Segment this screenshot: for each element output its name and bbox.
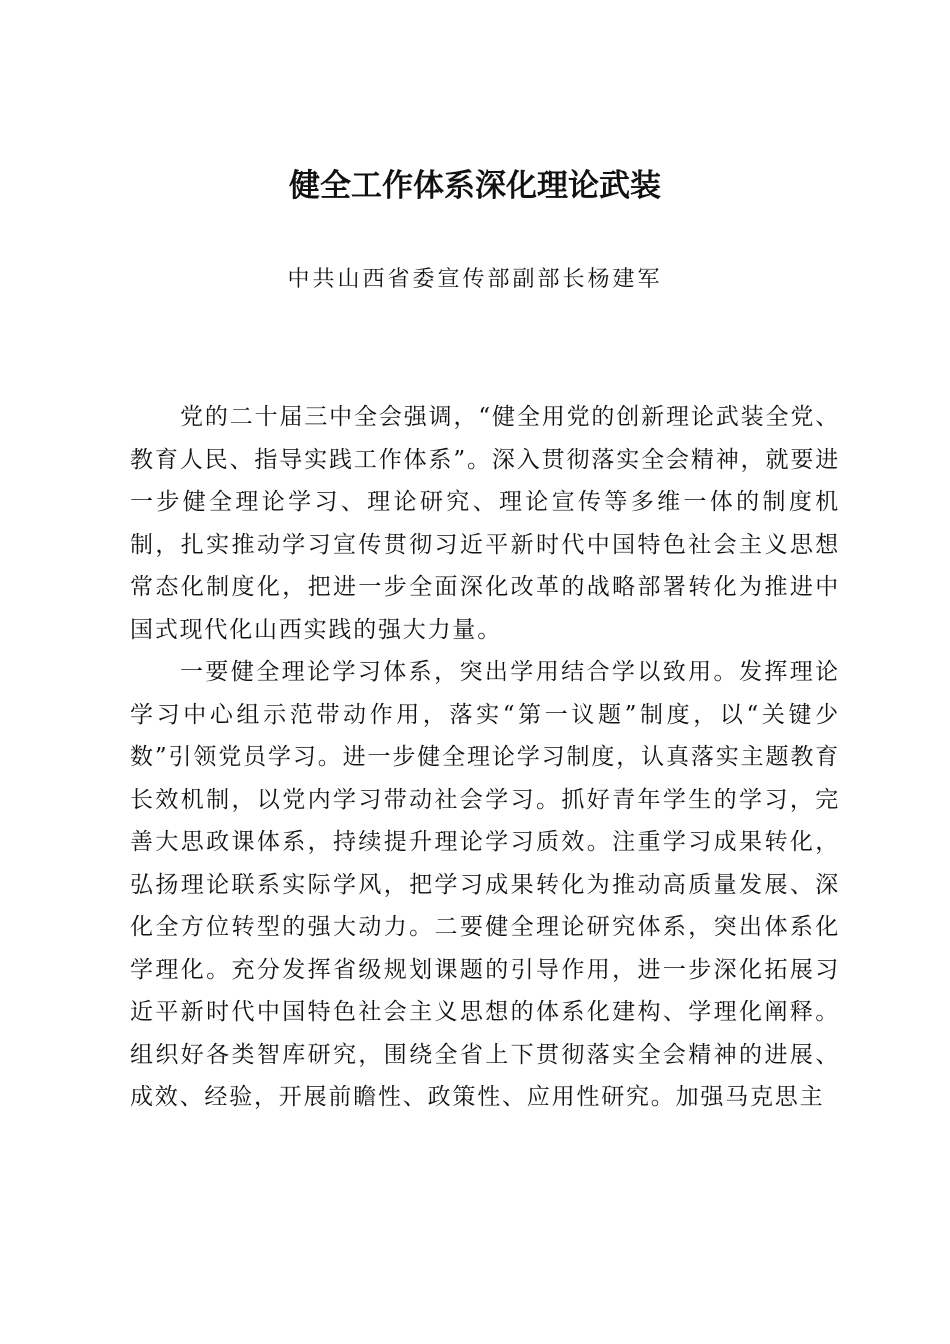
document-body (130, 396, 840, 1119)
author-line: 中共山西省委宣传部副部长杨建军 (287, 267, 663, 292)
paragraph: 党的二十届三中全会强调，“健全用党的创新理论武装全党、教育人民、指导实践工作体系”。深入贯彻落实全会精神，就要进一步健全理论学习、理论研究、理论宣传等多维一体的制度机制，扎实推动学习宣传贯彻习近平新时代中国特色社会主义思想常态化制度化，把进一步全面深化改革的战略部署转化为推进中国式现代化山西实践的强大力量。 (130, 404, 840, 643)
document-title: 健全工作体系深化理论武装 (289, 168, 661, 204)
paragraph: 一要健全理论学习体系，突出学用结合学以致用。发挥理论学习中心组示范带动作用，落实“第一议题”制度，以“关键少数”引领党员学习。进一步健全理论学习制度，认真落实主题教育长效机制，以党内学习带动社会学习。抓好青年学生的学习，完善大思政课体系，持续提升理论学习质效。注重学习成果转化， 弘扬理论联系实际学风，把学习成果转化为推动高质量发展、深 化全方位转型的强大动力。二要健全理论研究体系，突出体系化 学理化。充分发挥省级规划课题的引导作用，进一步深化拓展习 近平新时代中国特色社会主义思想的体系化建构、学理化阐释。 组织好各类智库研究，围绕全省上下贯彻落实全会精神的进展、 成效、经验，开展前瞻性、政策性、应用性研究。加强马克思主 (130, 659, 840, 1110)
